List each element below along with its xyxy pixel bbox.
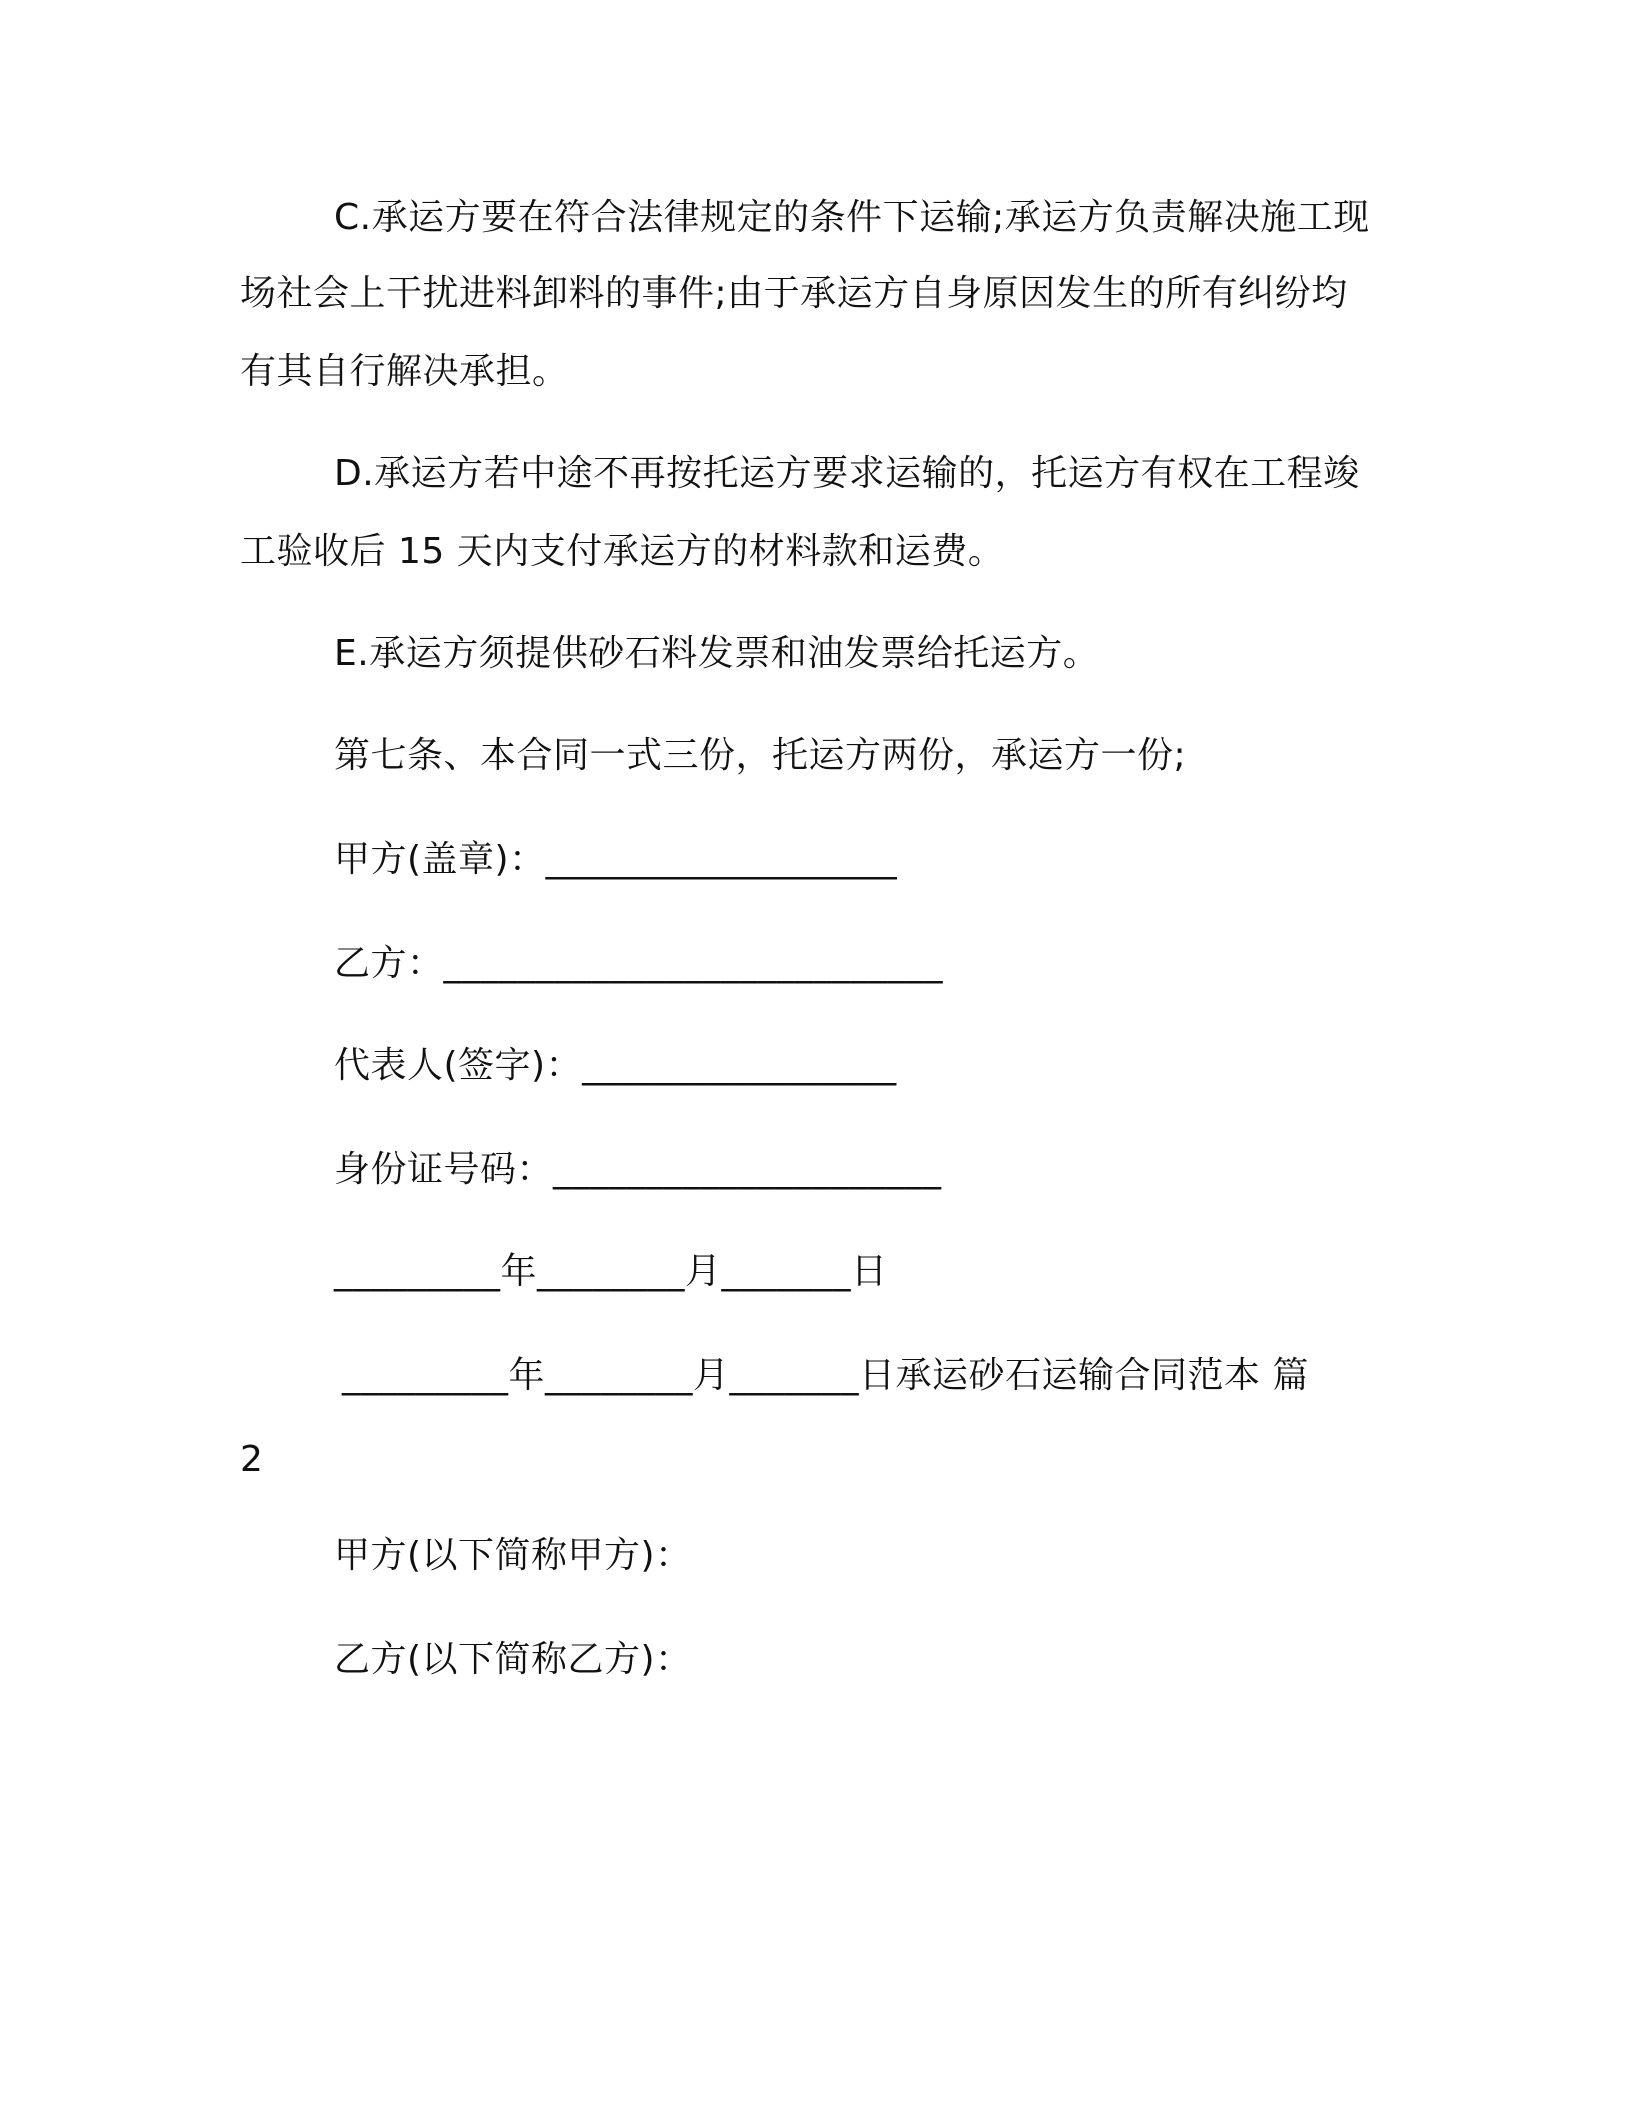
sign-party-a: 甲方(盖章)：___________________ [334, 839, 898, 880]
party-b-label: 乙方(以下简称乙方)： [334, 1639, 692, 1680]
paragraph-c-line-2: 场社会上干扰进料卸料的事件;由于承运方自身原因发生的所有纠纷均 [240, 273, 1348, 314]
section-2-title-line-2: 2 [240, 1439, 264, 1480]
paragraph-c-line-3: 有其自行解决承担。 [240, 351, 569, 392]
sign-id-number: 身份证号码：_____________________ [334, 1149, 942, 1190]
date-line: _________年________月_______日 [334, 1251, 888, 1292]
party-a-label: 甲方(以下简称甲方)： [334, 1535, 692, 1576]
article-7: 第七条、本合同一式三份，托运方两份，承运方一份; [334, 735, 1187, 776]
paragraph-c-line-1: C.承运方要在符合法律规定的条件下运输;承运方负责解决施工现 [334, 197, 1370, 238]
sign-representative: 代表人(签字)：_________________ [334, 1045, 897, 1086]
section-2-title-line-1: _________年________月_______日承运砂石运输合同范本 篇 [342, 1355, 1309, 1396]
sign-party-b: 乙方：___________________________ [334, 943, 944, 984]
paragraph-d-line-2: 工验收后 15 天内支付承运方的材料款和运费。 [240, 531, 1005, 572]
paragraph-d-line-1: D.承运方若中途不再按托运方要求运输的，托运方有权在工程竣 [334, 453, 1360, 494]
paragraph-e: E.承运方须提供砂石料发票和油发票给托运方。 [334, 633, 1100, 674]
